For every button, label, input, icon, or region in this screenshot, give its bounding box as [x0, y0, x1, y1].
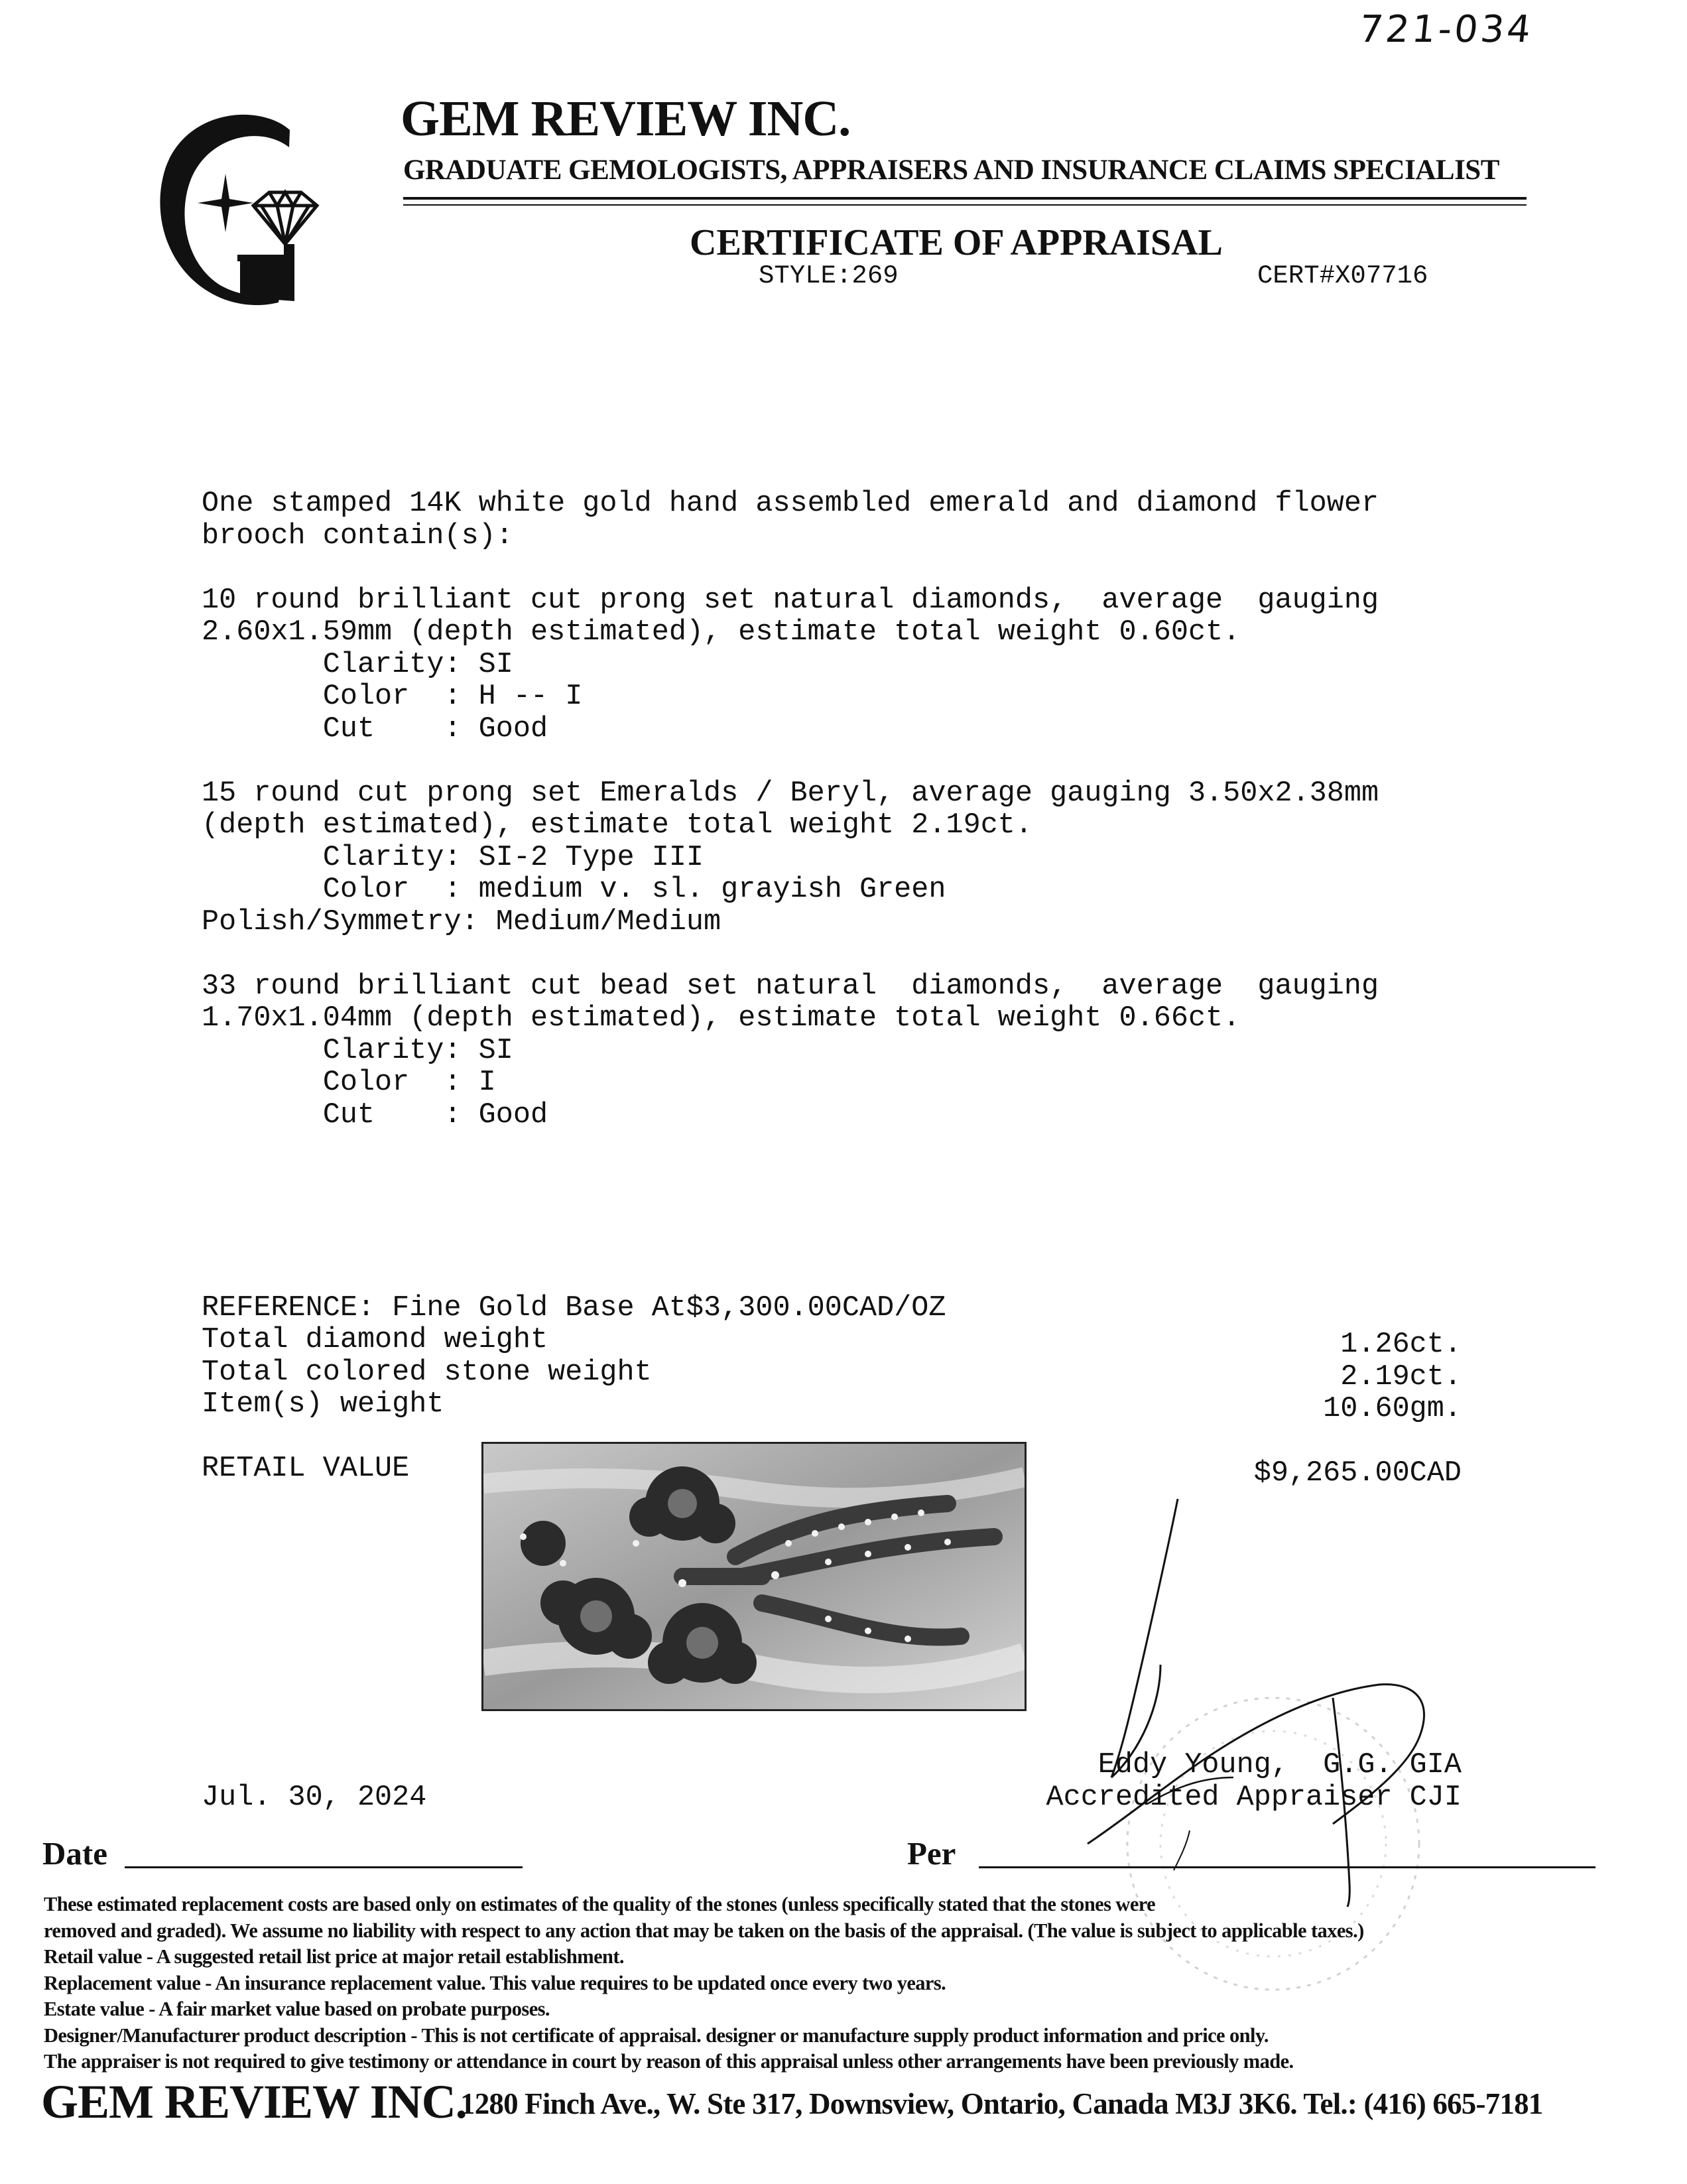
description-line: Total colored stone weight [202, 1356, 652, 1389]
description-line: REFERENCE: Fine Gold Base At$3,300.00CAD/OZ [202, 1291, 946, 1324]
disclaimer-line: These estimated replacement costs are based only on estimates of the quality of the stones (unless specifically stated that the stones were [44, 1893, 1156, 1915]
header-rule-thin [403, 204, 1527, 206]
appraiser-name: Eddy Young, G.G. GIA [1097, 1749, 1462, 1781]
certificate-number: CERT#X07716 [1257, 261, 1428, 290]
description-line: Color : I [202, 1066, 496, 1099]
description-line: (depth estimated), estimate total weight 2.19ct. [202, 809, 1033, 842]
date-label: Date [42, 1835, 107, 1872]
description-line [202, 938, 1379, 971]
summary-values [1127, 1329, 1462, 1490]
description-line: Color : H -- I [202, 680, 583, 713]
description-line: One stamped 14K white gold hand assembled emerald and diamond flower [202, 487, 1379, 520]
disclaimer-line: Designer/Manufacturer product description - This is not certificate of appraisal. designer or manufacture supply product information and price only. [44, 2023, 1269, 2047]
description-line: Cut : Good [202, 1098, 548, 1131]
style-number: STYLE:269 [759, 261, 899, 290]
description-line: Total diamond weight [202, 1324, 548, 1356]
description-line: Clarity: SI [202, 1034, 513, 1067]
header-rule [403, 197, 1527, 200]
disclaimer-text [44, 1892, 1364, 2075]
description-line [202, 1260, 1379, 1293]
description-line: Cut : Good [202, 712, 548, 745]
description-line: brooch contain(s): [202, 519, 513, 552]
description-line: RETAIL VALUE [202, 1452, 410, 1485]
description-line [202, 1164, 1379, 1196]
retail-value: $9,265.00CAD [1253, 1457, 1462, 1490]
footer-address: 1280 Finch Ave., W. Ste 317, Downsview, Ontario, Canada M3J 3K6. Tel.: (416) 665-7181 [460, 2087, 1543, 2120]
description-line: 10 round brilliant cut prong set natural diamonds, average gauging [202, 584, 1379, 617]
per-label: Per [907, 1835, 956, 1872]
description-line: Polish/Symmetry: Medium/Medium [202, 905, 721, 938]
appraiser-title: Accredited Appraiser CJI [1046, 1781, 1462, 1814]
brooch-photo [481, 1442, 1027, 1711]
description-line: Clarity: SI [202, 648, 513, 681]
description-line: Item(s) weight [202, 1388, 444, 1421]
disclaimer-line: The appraiser is not required to give testimony or attendance in court by reason of this appraisal unless other arrangements have been previously made. [44, 2050, 1294, 2073]
gem-review-logo-icon [147, 106, 340, 305]
diamond-weight-value: 1.26ct. [1340, 1328, 1462, 1361]
date-value: Jul. 30, 2024 [202, 1781, 427, 1814]
disclaimer-line: Estate value - A fair market value based on probate purposes. [44, 1998, 550, 2020]
reference-number: 721-034 [1357, 8, 1536, 51]
certificate-title: CERTIFICATE OF APPRAISAL [690, 222, 1223, 263]
signature-mark [1048, 1472, 1459, 1910]
description-line [202, 1196, 1379, 1228]
description-line: 15 round cut prong set Emeralds / Beryl, average gauging 3.50x2.38mm [202, 777, 1379, 810]
item-weight-value: 10.60gm. [1323, 1393, 1462, 1425]
date-underline [125, 1866, 523, 1868]
company-name: GEM REVIEW INC. [401, 91, 851, 147]
footer-company-name: GEM REVIEW INC. [41, 2075, 467, 2128]
description-line [202, 1131, 1379, 1164]
description-line [202, 552, 1379, 585]
disclaimer-line: Retail value - A suggested retail list price at major retail establishment. [44, 1945, 624, 1968]
description-line: 1.70x1.04mm (depth estimated), estimate total weight 0.66ct. [202, 1002, 1241, 1035]
per-underline [979, 1866, 1595, 1868]
description-line: Clarity: SI-2 Type III [202, 841, 704, 874]
disclaimer-line: Replacement value - An insurance replacement value. This value requires to be updated once every two years. [44, 1971, 946, 1994]
disclaimer-line: removed and graded). We assume no liability with respect to any action that may be taken on the basis of the appraisal. (The value is subject to applicable taxes.) [44, 1919, 1364, 1942]
company-tagline: GRADUATE GEMOLOGISTS, APPRAISERS AND INSURANCE CLAIMS SPECIALIST [403, 155, 1499, 186]
colored-stone-weight-value: 2.19ct. [1340, 1360, 1462, 1393]
description-line: 2.60x1.59mm (depth estimated), estimate total weight 0.60ct. [202, 616, 1241, 649]
description-line [202, 745, 1379, 778]
description-line [202, 1228, 1379, 1261]
description-line: Color : medium v. sl. grayish Green [202, 873, 946, 906]
description-line: 33 round brilliant cut bead set natural diamonds, average gauging [202, 970, 1379, 1003]
